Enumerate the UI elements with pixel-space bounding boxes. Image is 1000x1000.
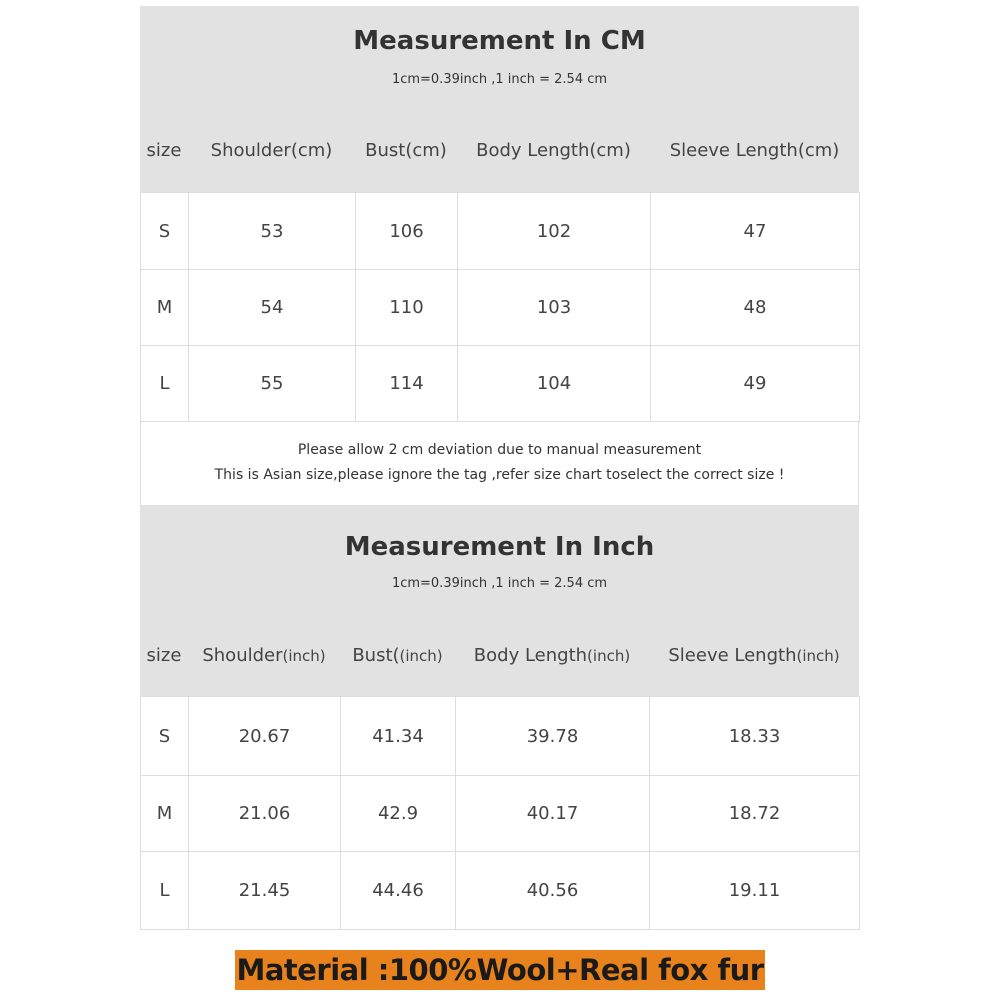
inch-cell-shoulder: 21.45 — [189, 852, 341, 930]
cm-header-sleeve-length: Sleeve Length(cm) — [669, 140, 840, 161]
table-row — [141, 270, 860, 346]
cm-cell-size: M — [141, 270, 189, 346]
cm-cell-shoulder: 53 — [189, 193, 356, 270]
cm-cell-size: S — [141, 193, 189, 270]
deviation-note — [140, 421, 859, 506]
inch-header-shoulder-label: Shoulder — [202, 645, 283, 666]
inch-cell-sleeve-length: 19.11 — [650, 852, 860, 930]
inch-header-bust-unit: (inch) — [399, 647, 443, 665]
table-row — [141, 697, 860, 776]
cm-subtitle: 1cm=0.39inch ,1 inch = 2.54 cm — [391, 72, 608, 87]
cm-cell-bust: 110 — [356, 270, 458, 346]
inch-header-sleeve-length-unit: (inch) — [796, 647, 840, 665]
inch-cell-bust: 44.46 — [341, 852, 456, 930]
inch-cell-body-length: 39.78 — [456, 697, 650, 776]
inch-header-bust — [340, 645, 455, 666]
inch-cell-size: L — [141, 852, 189, 930]
inch-table — [140, 696, 860, 930]
cm-cell-sleeve-length: 49 — [651, 346, 860, 422]
table-row — [141, 776, 860, 852]
inch-header-sleeve-length — [649, 645, 859, 666]
inch-cell-sleeve-length: 18.33 — [650, 697, 860, 776]
inch-cell-sleeve-length: 18.72 — [650, 776, 860, 852]
cm-cell-sleeve-length: 47 — [651, 193, 860, 270]
cm-size-chart — [140, 6, 859, 506]
cm-cell-sleeve-length: 48 — [651, 270, 860, 346]
inch-header-shoulder-unit: (inch) — [282, 647, 326, 665]
inch-header-bust-label: Bust( — [352, 645, 400, 666]
cm-cell-size: L — [141, 346, 189, 422]
cm-header-bust: Bust(cm) — [365, 140, 447, 161]
inch-cell-body-length: 40.17 — [456, 776, 650, 852]
cm-header-size: size — [146, 140, 182, 161]
cm-header-body-length: Body Length(cm) — [476, 140, 631, 161]
inch-cell-size: M — [141, 776, 189, 852]
inch-header-body-length-label: Body Length — [473, 645, 588, 666]
inch-cell-size: S — [141, 697, 189, 776]
cm-table — [140, 192, 860, 422]
cm-cell-body-length: 102 — [458, 193, 651, 270]
inch-title: Measurement In Inch — [344, 532, 655, 562]
inch-cell-body-length: 40.56 — [456, 852, 650, 930]
inch-header-body-length — [455, 645, 649, 666]
cm-title: Measurement In CM — [353, 26, 646, 56]
inch-cell-shoulder: 21.06 — [189, 776, 341, 852]
inch-subtitle: 1cm=0.39inch ,1 inch = 2.54 cm — [391, 576, 608, 591]
cm-cell-body-length: 104 — [458, 346, 651, 422]
note-line-deviation: Please allow 2 cm deviation due to manual measurement — [297, 442, 702, 458]
inch-header-body-length-unit: (inch) — [587, 647, 631, 665]
table-row — [141, 193, 860, 270]
cm-cell-bust: 106 — [356, 193, 458, 270]
cm-cell-shoulder: 54 — [189, 270, 356, 346]
inch-header-size-label: size — [146, 645, 182, 666]
cm-header-band — [140, 6, 859, 192]
inch-size-chart — [140, 506, 859, 930]
table-row — [141, 346, 860, 422]
cm-cell-bust: 114 — [356, 346, 458, 422]
material-banner: Material :100%Wool+Real fox fur — [235, 950, 765, 990]
inch-cell-bust: 41.34 — [341, 697, 456, 776]
inch-cell-shoulder: 20.67 — [189, 697, 341, 776]
inch-header-size — [140, 645, 188, 666]
cm-cell-body-length: 103 — [458, 270, 651, 346]
inch-header-band — [140, 506, 859, 696]
inch-header-shoulder — [188, 645, 340, 666]
inch-header-sleeve-length-label: Sleeve Length — [668, 645, 797, 666]
inch-cell-bust: 42.9 — [341, 776, 456, 852]
cm-cell-shoulder: 55 — [189, 346, 356, 422]
note-line-asian-size: This is Asian size,please ignore the tag ,refer size chart toselect the correct size ! — [214, 467, 785, 483]
table-row — [141, 852, 860, 930]
cm-header-shoulder: Shoulder(cm) — [210, 140, 333, 161]
